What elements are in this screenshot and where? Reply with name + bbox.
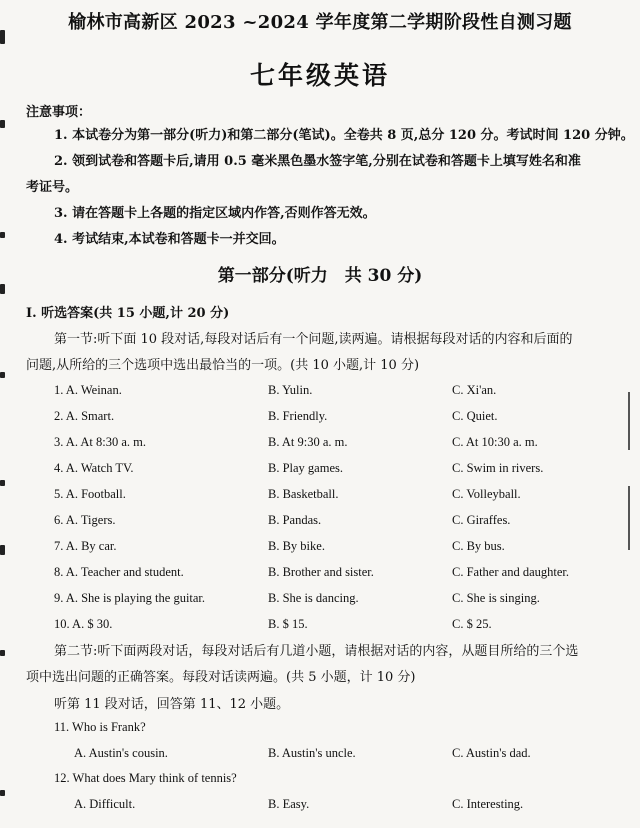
section1-intro-line1: 第一节:听下面 10 段对话,每段对话后有一个问题,读两遍。请根据每段对话的内容和后面的 xyxy=(54,332,573,347)
part1-title: 第一部分(听力 共 30 分) xyxy=(217,266,423,286)
q8-option-a: 8. A. Teacher and student. xyxy=(54,565,184,579)
q5-option-b: B. Basketball. xyxy=(268,487,339,501)
q3-option-a: 3. A. At 8:30 a. m. xyxy=(54,435,147,449)
q4-option-a: 4. A. Watch TV. xyxy=(54,461,134,475)
q1-option-b: B. Yulin. xyxy=(268,383,313,397)
q3-option-b: B. At 9:30 a. m. xyxy=(268,435,348,449)
q4-option-b: B. Play games. xyxy=(268,461,343,475)
note-item-3: 3. 请在答题卡上各题的指定区域内作答,否则作答无效。 xyxy=(54,206,376,221)
q10-option-c: C. $ 25. xyxy=(452,617,492,631)
note-item-4: 4. 考试结束,本试卷和答题卡一并交回。 xyxy=(54,232,285,247)
q7-option-a: 7. A. By car. xyxy=(54,539,117,553)
section1-title: Ⅰ. 听选答案(共 15 小题,计 20 分) xyxy=(26,306,230,321)
scan-edge-line xyxy=(628,486,630,550)
q9-option-b: B. She is dancing. xyxy=(268,591,359,605)
q8-option-c: C. Father and daughter. xyxy=(452,565,569,579)
q6-option-c: C. Giraffes. xyxy=(452,513,511,527)
q11-stem: 11. Who is Frank? xyxy=(54,720,146,734)
q1-option-c: C. Xi'an. xyxy=(452,383,497,397)
section2-intro-line1: 第二节:听下面两段对话，每段对话后有几道小题，请根据对话的内容，从题目所给的三个选 xyxy=(54,644,579,659)
q5-option-c: C. Volleyball. xyxy=(452,487,521,501)
q5-option-a: 5. A. Football. xyxy=(54,487,126,501)
q12-option-b: B. Easy. xyxy=(268,797,310,811)
section2-intro-line2: 项中选出问题的正确答案。每段对话读两遍。(共 5 小题，计 10 分) xyxy=(26,670,416,685)
q6-option-a: 6. A. Tigers. xyxy=(54,513,116,527)
note-item-2-cont: 考证号。 xyxy=(26,180,79,195)
q4-option-c: C. Swim in rivers. xyxy=(452,461,544,475)
q7-option-b: B. By bike. xyxy=(268,539,325,553)
q11-option-a: A. Austin's cousin. xyxy=(74,746,168,760)
q11-option-b: B. Austin's uncle. xyxy=(268,746,356,760)
q3-option-c: C. At 10:30 a. m. xyxy=(452,435,538,449)
exam-title: 榆林市高新区 2023 ~2024 学年度第二学期阶段性自测习题 xyxy=(68,12,572,33)
q11-option-c: C. Austin's dad. xyxy=(452,746,531,760)
q12-option-c: C. Interesting. xyxy=(452,797,524,811)
dialog-note: 听第 11 段对话，回答第 11、12 小题。 xyxy=(54,697,290,712)
note-item-1: 1. 本试卷分为第一部分(听力)和第二部分(笔试)。全卷共 8 页,总分 120 分。考试时间 120 分钟。 xyxy=(54,128,634,143)
binding-margin xyxy=(0,0,8,828)
scan-edge-line xyxy=(628,392,630,450)
q2-option-a: 2. A. Smart. xyxy=(54,409,115,423)
subject-title: 七年级英语 xyxy=(249,61,390,90)
q12-stem: 12. What does Mary think of tennis? xyxy=(54,771,237,785)
q2-option-b: B. Friendly. xyxy=(268,409,328,423)
notes-heading: 注意事项： xyxy=(26,105,92,120)
q9-option-c: C. She is singing. xyxy=(452,591,540,605)
q2-option-c: C. Quiet. xyxy=(452,409,498,423)
q8-option-b: B. Brother and sister. xyxy=(268,565,374,579)
q10-option-a: 10. A. $ 30. xyxy=(54,617,113,631)
q6-option-b: B. Pandas. xyxy=(268,513,322,527)
note-item-2: 2. 领到试卷和答题卡后,请用 0.5 毫米黑色墨水签字笔,分别在试卷和答题卡上填写姓名和准 xyxy=(54,154,581,169)
q1-option-a: 1. A. Weinan. xyxy=(54,383,122,397)
section1-intro-line2: 问题,从所给的三个选项中选出最恰当的一项。(共 10 小题,计 10 分) xyxy=(26,358,420,373)
q7-option-c: C. By bus. xyxy=(452,539,505,553)
q12-option-a: A. Difficult. xyxy=(74,797,136,811)
q10-option-b: B. $ 15. xyxy=(268,617,308,631)
q9-option-a: 9. A. She is playing the guitar. xyxy=(54,591,206,605)
